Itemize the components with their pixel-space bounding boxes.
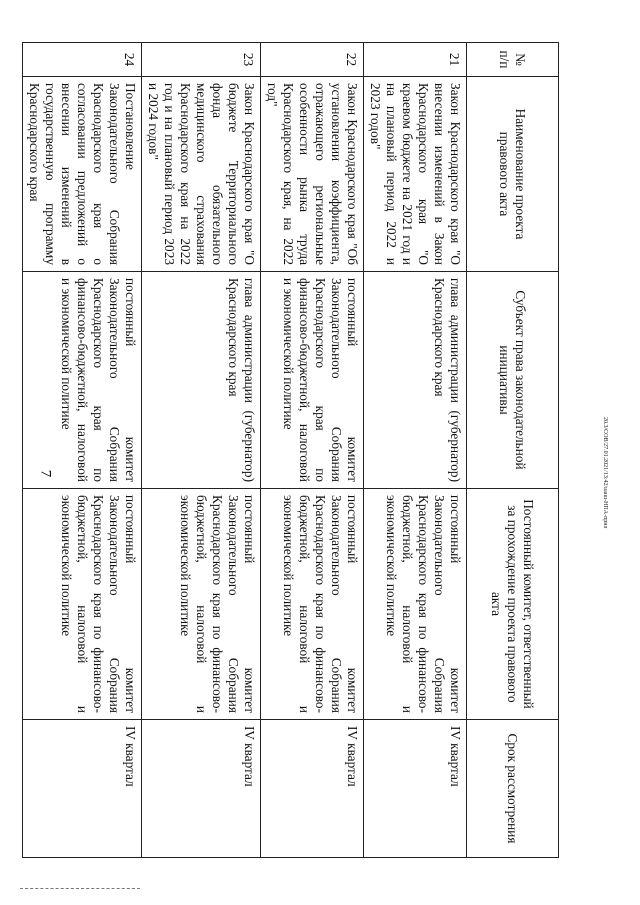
document-footer-code: 20.3/СОВ/27.01.2021/13:42/шаш-НПА-прил	[602, 417, 608, 529]
act-name: Закон Краснодарского края "Об установлении коэффициента, отражающего региональные особенности рынка труда Краснодарского края, на 2022 год"	[261, 77, 364, 272]
header-initiative-subject: Субъект права законодательной инициативы	[467, 272, 559, 489]
table-row	[364, 43, 467, 858]
header-responsible-committee: Постоянный комитет, ответственный за прохождение проекта правового акта	[467, 489, 559, 720]
table-row	[23, 43, 142, 858]
initiative-subject: глава администрации (губернатор) Краснодарского края	[364, 272, 467, 489]
page-number: 7	[37, 469, 54, 478]
header-number: № п/п	[467, 43, 559, 77]
initiative-subject: постоянный комитет Законодательного Собрания Краснодарского края по финансово-бюджетной, налоговой и экономической политике	[261, 272, 364, 489]
table-row	[142, 43, 261, 858]
table-row	[261, 43, 364, 858]
header-review-term: Срок рассмотрения	[467, 720, 559, 858]
scan-artifact-line	[20, 888, 140, 891]
responsible-committee: постоянный комитет Законодательного Собрания Краснодарского края по финансово-бюджетной, налоговой и экономической политике	[142, 489, 261, 720]
initiative-subject: постоянный комитет Законодательного Собрания Краснодарского края по финансово-бюджетной, налоговой и экономической политике	[23, 272, 142, 489]
act-name: Закон Краснодарского края "О бюджете Территориального фонда обязательного медицинского страхования Краснодарского края на 2022 год и на плановый период 2023 и 2024 годов"	[142, 77, 261, 272]
responsible-committee: постоянный комитет Законодательного Собрания Краснодарского края по финансово-бюджетной, налоговой и экономической политике	[261, 489, 364, 720]
header-act-name: Наименование проекта правового акта	[467, 77, 559, 272]
review-term: IV квартал	[364, 720, 467, 858]
row-number: 22	[261, 43, 364, 77]
initiative-subject: глава администрации (губернатор) Краснодарского края	[142, 272, 261, 489]
row-number: 21	[364, 43, 467, 77]
act-name: Постановление Законодательного Собрания Краснодарского края о согласовании предложений о внесении изменений в государственную программу Краснодарского края	[23, 77, 142, 272]
responsible-committee: постоянный комитет Законодательного Собрания Краснодарского края по финансово-бюджетной, налоговой и экономической политике	[23, 489, 142, 720]
review-term: IV квартал	[23, 720, 142, 858]
row-number: 24	[23, 43, 142, 77]
legislation-plan-table	[22, 42, 559, 858]
row-number: 23	[142, 43, 261, 77]
act-name: Закон Краснодарского края "О внесении изменений в Закон Краснодарского края "О краевом бюджете на 2021 год и на плановый период 2022 и 2023 годов"	[364, 77, 467, 272]
legislation-plan-table-container	[27, 42, 640, 844]
review-term: IV квартал	[261, 720, 364, 858]
review-term: IV квартал	[142, 720, 261, 858]
table-header-row	[467, 43, 559, 858]
rotated-table-frame	[27, 42, 559, 857]
responsible-committee: постоянный комитет Законодательного Собрания Краснодарского края по финансово-бюджетной, налоговой и экономической политике	[364, 489, 467, 720]
